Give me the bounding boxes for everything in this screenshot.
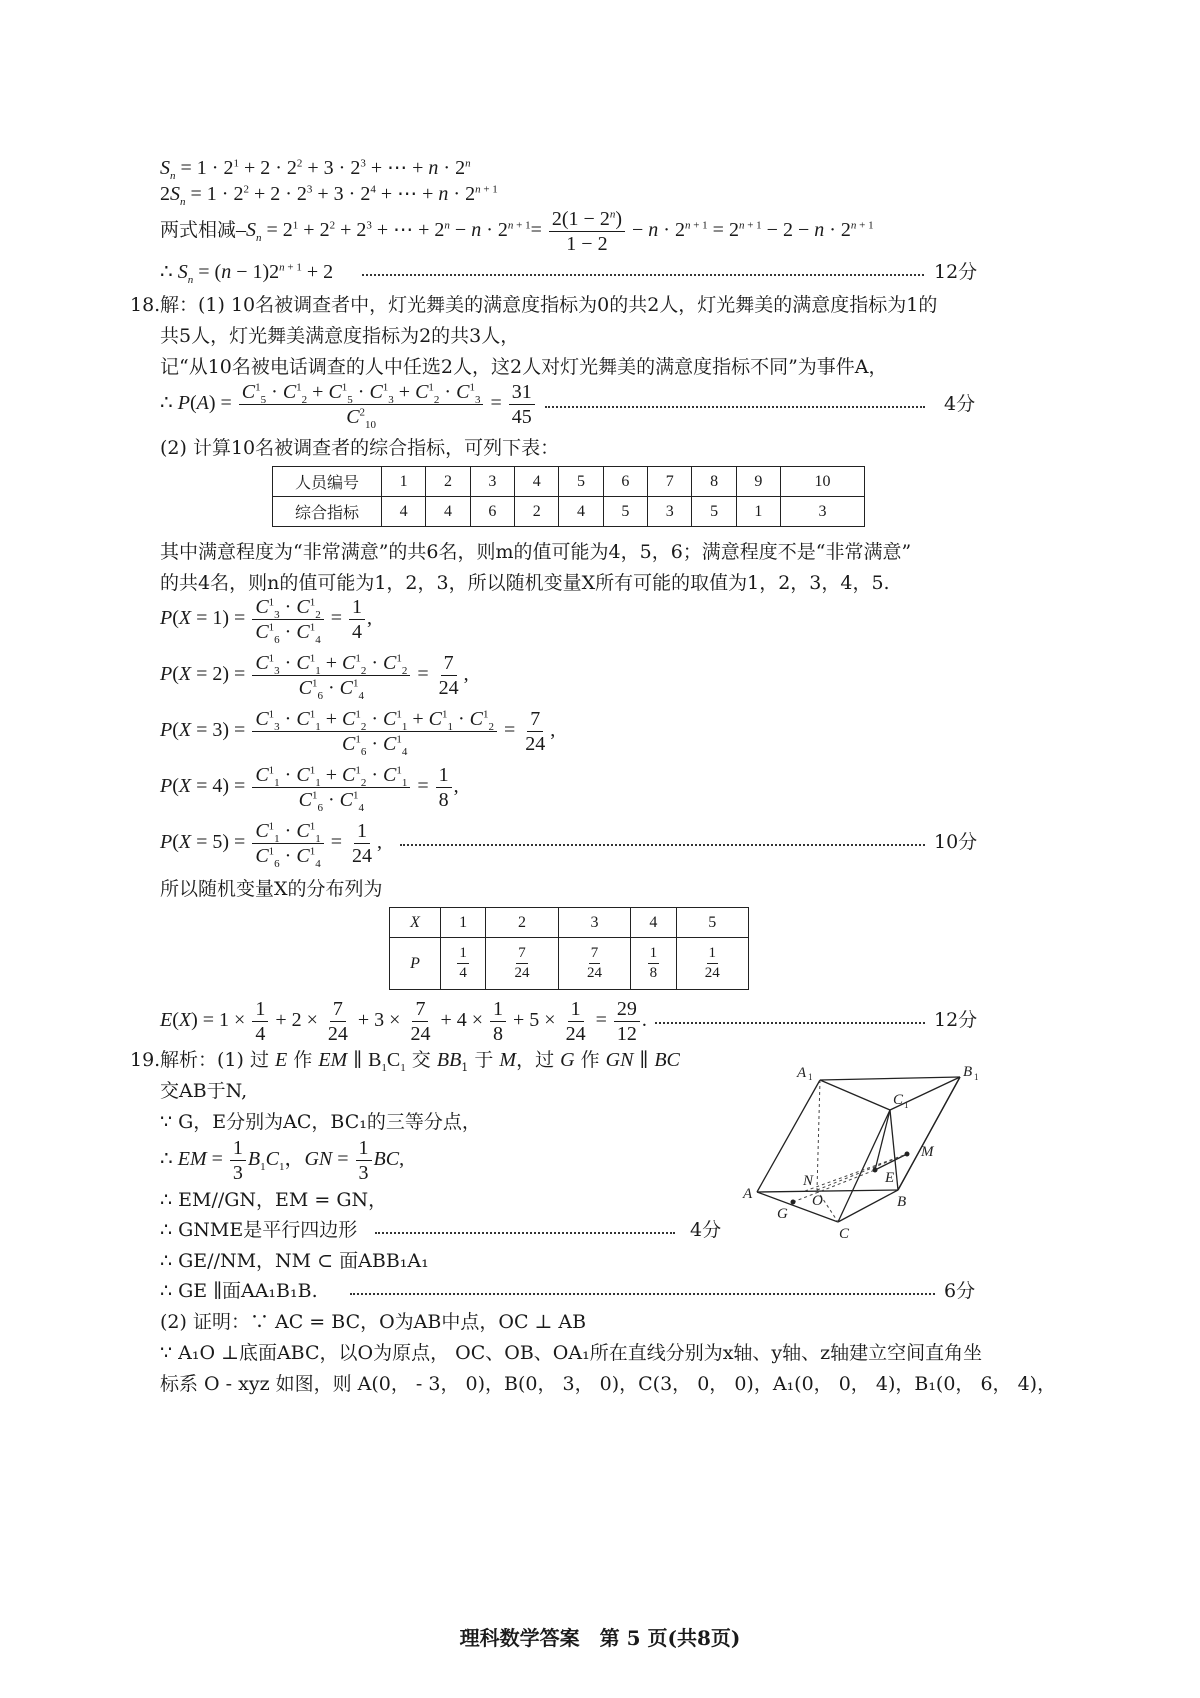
table-cell: 3	[470, 467, 514, 497]
table-cell: 8	[692, 467, 736, 497]
q18-part1-lead: 解：(1) 10名被调查者中，灯光舞美的满意度指标为0的共2人，灯光舞美的满意度指标为1的	[160, 294, 938, 316]
q19-line11: 标系 O - xyz 如图，则 A(0， - 3， 0)，B(0， 3， 0)，C(3， 0， 0)，A₁(0， 0， 4)，B₁(0， 6， 4)，	[160, 1373, 1057, 1395]
score-label: 4分	[690, 1219, 722, 1241]
table-cell	[441, 938, 486, 990]
sn-formula: $S_n = 1 \cdot 2^1 + 2 \cdot 2^2 + 3 \cdot 2^3$ + ⋯ + $n \cdot 2^n$	[160, 157, 471, 182]
table-cell: 4	[631, 908, 676, 938]
table-row-header: P	[390, 938, 441, 990]
p-denominator: 24	[514, 965, 530, 981]
table-cell	[486, 938, 558, 990]
table-cell	[631, 938, 676, 990]
composite-index-table	[272, 466, 865, 527]
svg-text:1: 1	[974, 1072, 979, 1082]
label-n: N	[803, 1173, 814, 1189]
q19-line2: 交AB于N,	[160, 1080, 248, 1102]
label-b1: B	[963, 1064, 973, 1080]
probability-x5: P(X = 5) = $\frac{C^1_1 \cdot C^1_1}{C^1_6 \cdot C^1_4}$ = $\frac{1}{24}$ ,	[160, 819, 382, 870]
p-denominator: 24	[704, 965, 720, 981]
label-b: B	[897, 1194, 907, 1210]
score-leader	[655, 1020, 925, 1024]
q19-lead-label: 解析：(1) 过	[160, 1049, 269, 1071]
table-cell: 4	[559, 497, 603, 527]
expectation-formula: E(X) = 1 × $\frac{1}{4}$ + 2 × $\frac{7}{24}$ + 3 × $\frac{7}{24}$ + 4 × $\frac{1}{8}$ + 5 × $\frac{1}{24}$ = $\frac{29}{12}$ .	[160, 997, 647, 1045]
q19-lead: 解析：(1) 过 E 作 EM ∥ $B_1C_1$ 交 $BB_1$ 于 M，过 G 作 GN ∥ BC	[160, 1049, 680, 1074]
probability-pa: ∴ P(A) = $\frac{C^1_5 \cdot C^1_2 + C^1_5 \cdot C^1_3 + C^1_2 \cdot C^1_3}{C^2_{10}}$ = $\frac{31}{45}$	[160, 378, 537, 429]
q19-line3: ∵ G，E分别为AC，BC₁的三等分点，	[160, 1111, 481, 1133]
table-cell: 1	[736, 497, 780, 527]
q18-part1-cont: 共5人，灯光舞美满意度指标为2的共3人，	[160, 325, 520, 347]
p-denominator: 8	[649, 965, 658, 981]
probability-x4: P(X = 4) = $\frac{C^1_1 \cdot C^1_1 + C^1_2 \cdot C^1_1}{C^1_6 \cdot C^1_4}$ = $\frac{1}{8}$ ,	[160, 763, 459, 814]
table-cell: 3	[781, 497, 865, 527]
table-cell: 1	[441, 908, 486, 938]
q19-line7: ∴ GE//NM，NM ⊂ 面ABB₁A₁	[160, 1250, 429, 1272]
question-number: 18.	[130, 294, 161, 316]
score-leader	[400, 842, 925, 846]
probability-x3: P(X = 3) = $\frac{C^1_3 \cdot C^1_1 + C^1_2 \cdot C^1_1 + C^1_1 \cdot C^1_2}{C^1_6 \cdot C^1_4}$ = $\frac{7}{24}$ ,	[160, 707, 556, 758]
table-cell: 4	[426, 497, 470, 527]
table-cell: 5	[559, 467, 603, 497]
q18-part2-lead: (2) 计算10名被调查者的综合指标，可列下表：	[160, 437, 560, 459]
subtraction-intro: 两式相减	[160, 219, 237, 241]
table-cell: 10	[781, 467, 865, 497]
table-cell: 3	[648, 497, 692, 527]
q19-line6: ∴ GNME是平行四边形	[160, 1219, 358, 1241]
probability-x1: P(X = 1) = $\frac{C^1_3 \cdot C^1_2}{C^1_6 \cdot C^1_4}$ = $\frac{1}{4}$ ,	[160, 595, 372, 646]
table-cell: 4	[382, 497, 426, 527]
label-a1: A	[797, 1065, 807, 1081]
q18-event-definition: 记“从10名被电话调查的人中任选2人，这2人对灯光舞美的满意度指标不同”为事件A，	[160, 356, 888, 378]
score-label: 10分	[934, 831, 978, 853]
table-cell: 9	[736, 467, 780, 497]
table-cell: 7	[648, 467, 692, 497]
svg-text:1: 1	[808, 1072, 813, 1082]
q19-fraction-line: ∴ EM = $\frac{1}{3}$ $B_1C_1$，GN = $\frac{1}{3}$ BC,	[160, 1136, 405, 1184]
subtraction-line: 两式相减$-S_n = 2^1 + 2^2 + 2^3$ + ⋯ + $2^n - n \cdot 2^{n + 1}=$ $\frac{2(1 - 2^n)}{1 - 2}$ − $n \cdot 2^{n + 1} = 2^{n + 1} - 2 - n \cdot 2^{n + 1}$	[160, 207, 874, 255]
page-footer: 理科数学答案 第 5 页(共8页)	[459, 1626, 741, 1650]
p-denominator: 24	[586, 965, 602, 981]
label-e: E	[885, 1170, 895, 1186]
p-numerator: 7	[516, 944, 528, 964]
q18-after-table-2: 的共4名，则n的值可能为1，2，3，所以随机变量X所有可能的取值为1，2，3，4，5.	[160, 572, 890, 594]
distribution-table	[389, 907, 749, 990]
table-cell: 2	[515, 497, 559, 527]
table-cell: 5	[692, 497, 736, 527]
label-o: O	[812, 1193, 823, 1209]
q19-line9: (2) 证明：∵ AC = BC，O为AB中点，OC ⊥ AB	[160, 1311, 587, 1333]
table-cell: 6	[603, 467, 647, 497]
score-label: 4分	[944, 393, 976, 415]
score-leader	[350, 1291, 935, 1295]
table-row-header: 人员编号	[273, 467, 382, 497]
table-cell: 3	[558, 908, 630, 938]
score-leader	[375, 1230, 675, 1234]
score-leader	[545, 404, 925, 408]
label-c1: C	[893, 1092, 904, 1108]
table-row-header: 综合指标	[273, 497, 382, 527]
score-leader	[362, 272, 924, 276]
q19-line10: ∵ A₁O ⊥底面ABC，以O为原点， OC、OB、OA₁所在直线分别为x轴、y轴、z轴建立空间直角坐	[160, 1342, 983, 1364]
score-label: 12分	[934, 1009, 978, 1031]
table-cell: 4	[515, 467, 559, 497]
table-cell: 1	[382, 467, 426, 497]
prism-figure	[735, 1060, 985, 1250]
table-row-header: X	[390, 908, 441, 938]
table-cell: 5	[676, 908, 749, 938]
p-numerator: 7	[589, 944, 601, 964]
question-number: 19.	[130, 1049, 161, 1071]
svg-text:1: 1	[904, 1100, 909, 1110]
p-denominator: 4	[459, 965, 467, 981]
label-m: M	[921, 1144, 934, 1160]
label-a: A	[743, 1186, 753, 1202]
p-numerator: 1	[457, 944, 469, 964]
q19-line5: ∴ EM//GN，EM = GN，	[160, 1189, 388, 1211]
table-cell: 2	[426, 467, 470, 497]
probability-x2: P(X = 2) = $\frac{C^1_3 \cdot C^1_1 + C^1_2 \cdot C^1_2}{C^1_6 \cdot C^1_4}$ = $\frac{7}{24}$ ,	[160, 651, 469, 702]
distribution-intro: 所以随机变量X的分布列为	[160, 878, 383, 900]
table-cell: 6	[470, 497, 514, 527]
label-c: C	[839, 1226, 850, 1242]
label-g: G	[777, 1206, 788, 1222]
table-cell: 2	[486, 908, 558, 938]
score-label: 6分	[944, 1280, 976, 1302]
q18-after-table-1: 其中满意程度为“非常满意”的共6名，则m的值可能为4，5，6；满意程度不是“非常满意”	[160, 541, 912, 563]
sn-conclusion: ∴ $S_n = (n - 1)2^{n + 1} + 2$	[160, 261, 334, 286]
table-cell	[676, 938, 749, 990]
score-label: 12分	[934, 261, 978, 283]
p-numerator: 1	[648, 944, 660, 964]
table-cell: 5	[603, 497, 647, 527]
q19-line8: ∴ GE ∥面AA₁B₁B.	[160, 1280, 318, 1302]
two-sn-formula: $2S_n = 1 \cdot 2^2 + 2 \cdot 2^3 + 3 \cdot 2^4$ + ⋯ + $n \cdot 2^{n + 1}$	[160, 183, 498, 208]
table-cell	[558, 938, 630, 990]
p-numerator: 1	[707, 944, 719, 964]
